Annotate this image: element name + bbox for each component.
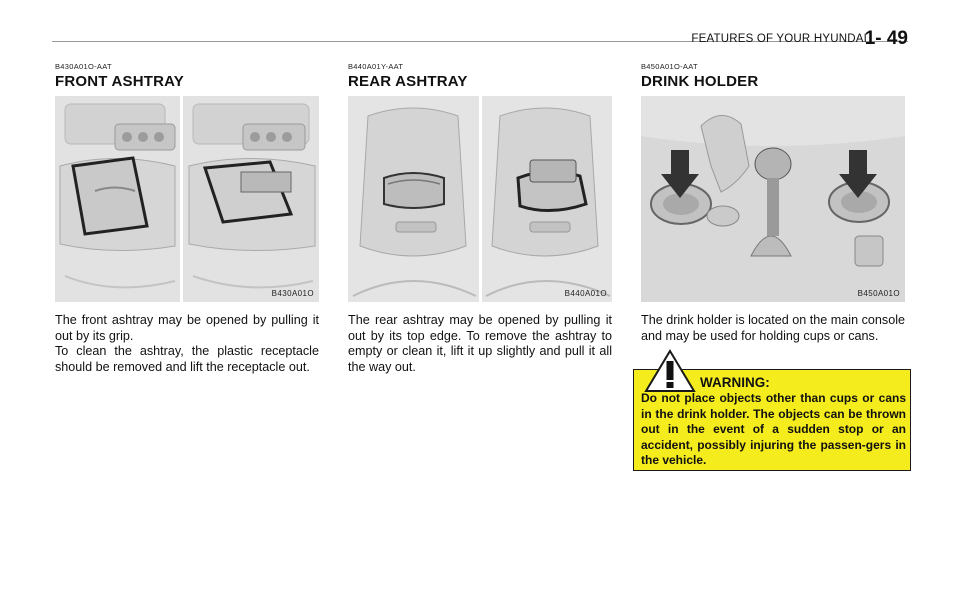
section-body — [55, 313, 319, 375]
section-title: REAR ASHTRAY — [348, 73, 468, 90]
rear-ashtray-illustration — [348, 96, 612, 302]
drink-holder-illustration — [641, 96, 905, 302]
section-title: DRINK HOLDER — [641, 73, 759, 90]
warning-title: WARNING: — [700, 375, 770, 390]
section-drink-holder — [641, 62, 905, 344]
figure-caption: B430A01O — [271, 289, 314, 298]
drink-holder-figure — [641, 96, 905, 302]
section-title: FRONT ASHTRAY — [55, 73, 184, 90]
section-code: B430A01O-AAT — [55, 62, 112, 71]
header-title: FEATURES OF YOUR HYUNDAI — [691, 33, 867, 45]
section-rear-ashtray — [348, 62, 612, 375]
paragraph: The rear ashtray may be opened by pulling it out by its top edge. To remove the ashtray to empty or clean it, lift it up slightly and pull it all the way out. — [348, 313, 612, 374]
paragraph: To clean the ashtray, the plastic receptacle should be removed and lift the receptacle out. — [55, 344, 319, 374]
figure-caption: B440A01O — [564, 289, 607, 298]
rear-ashtray-figure — [348, 96, 612, 302]
warning-exclamation-icon — [644, 349, 696, 393]
figure-caption: B450A01O — [857, 289, 900, 298]
paragraph: The front ashtray may be opened by pulling it out by its grip. — [55, 313, 319, 343]
front-ashtray-figure — [55, 96, 319, 302]
section-body — [641, 313, 905, 344]
front-ashtray-illustration — [55, 96, 319, 302]
section-front-ashtray — [55, 62, 319, 375]
page-number: 1- 49 — [864, 28, 908, 49]
warning-text: Do not place objects other than cups or cans in the drink holder. The objects can be thrown out in the event of a sudden stop or an accident, possibly injuring the passen-gers in the vehicle. — [641, 391, 906, 468]
section-body — [348, 313, 612, 375]
section-code: B450A01O-AAT — [641, 62, 698, 71]
section-code: B440A01Y-AAT — [348, 62, 404, 71]
paragraph: The drink holder is located on the main console and may be used for holding cups or cans. — [641, 313, 905, 343]
